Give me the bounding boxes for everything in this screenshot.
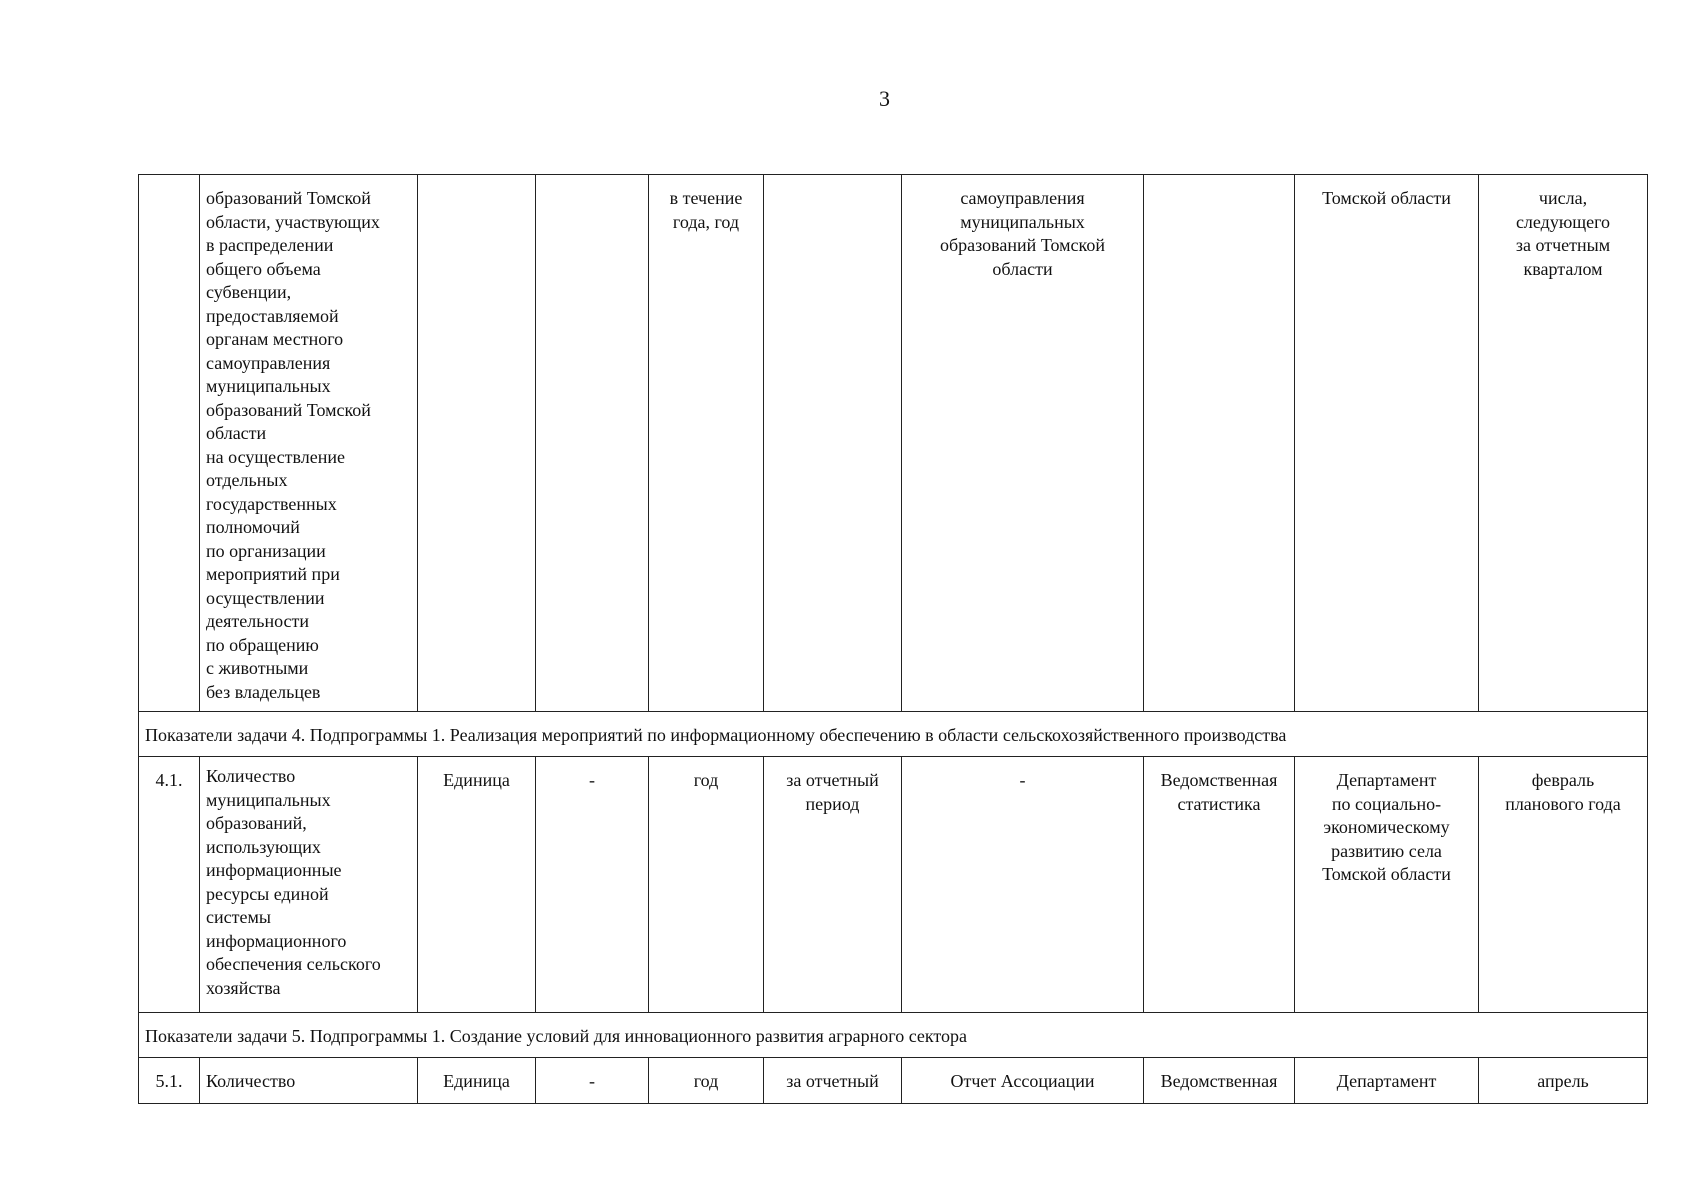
cell-source: Ведомственная <box>1144 1058 1295 1104</box>
section-title-task-4: Показатели задачи 4. Подпрограммы 1. Реализация мероприятий по информационному обеспечению в области сельскохозяйственного производства <box>139 712 1648 757</box>
cell-deadline: апрель <box>1479 1058 1648 1104</box>
cell-unit: Единица <box>418 757 536 1013</box>
cell-deadline: февраль планового года <box>1479 757 1648 1013</box>
cell-indicator-name: Количество муниципальных образований, использующих информационные ресурсы единой системы информационного обеспечения сельского хозяйства <box>200 757 418 1013</box>
table-row-5-1 <box>139 1058 1648 1104</box>
cell-time-characteristic <box>764 175 902 712</box>
cell-time-characteristic: за отчетный период <box>764 757 902 1013</box>
cell-responsible: Департамент по социально- экономическому развитию села Томской области <box>1295 757 1479 1013</box>
cell-responsible: Томской области <box>1295 175 1479 712</box>
cell-periodicity: год <box>649 757 764 1013</box>
cell-periodicity: год <box>649 1058 764 1104</box>
cell-method: самоуправления муниципальных образований Томской области <box>902 175 1144 712</box>
cell-method: Отчет Ассоциации <box>902 1058 1144 1104</box>
page-number: 3 <box>879 86 890 111</box>
cell-col4: - <box>536 1058 649 1104</box>
table-row-continuation <box>139 175 1648 712</box>
cell-num: 5.1. <box>139 1058 200 1104</box>
cell-num <box>139 175 200 712</box>
cell-responsible: Департамент <box>1295 1058 1479 1104</box>
cell-unit <box>418 175 536 712</box>
section-header-row <box>139 1013 1648 1058</box>
section-title-task-5: Показатели задачи 5. Подпрограммы 1. Создание условий для инновационного развития аграрного сектора <box>139 1013 1648 1058</box>
cell-indicator-name: Количество <box>200 1058 418 1104</box>
cell-indicator-name: образований Томской области, участвующих в распределении общего объема субвенции, предоставляемой органам местного самоуправления муниципальных образований Томской области на осуществление отдельных государственных полномочий по организации мероприятий при осуществлении деятельности по обращению с животными без владельцев <box>200 175 418 712</box>
indicators-table <box>138 174 1648 1104</box>
cell-num: 4.1. <box>139 757 200 1013</box>
cell-col4: - <box>536 757 649 1013</box>
cell-periodicity: в течение года, год <box>649 175 764 712</box>
table-row-4-1 <box>139 757 1648 1013</box>
cell-col8 <box>1144 175 1295 712</box>
cell-deadline: числа, следующего за отчетным кварталом <box>1479 175 1648 712</box>
cell-unit: Единица <box>418 1058 536 1104</box>
cell-time-characteristic: за отчетный <box>764 1058 902 1104</box>
cell-method: - <box>902 757 1144 1013</box>
cell-col4 <box>536 175 649 712</box>
section-header-row <box>139 712 1648 757</box>
cell-source: Ведомственная статистика <box>1144 757 1295 1013</box>
